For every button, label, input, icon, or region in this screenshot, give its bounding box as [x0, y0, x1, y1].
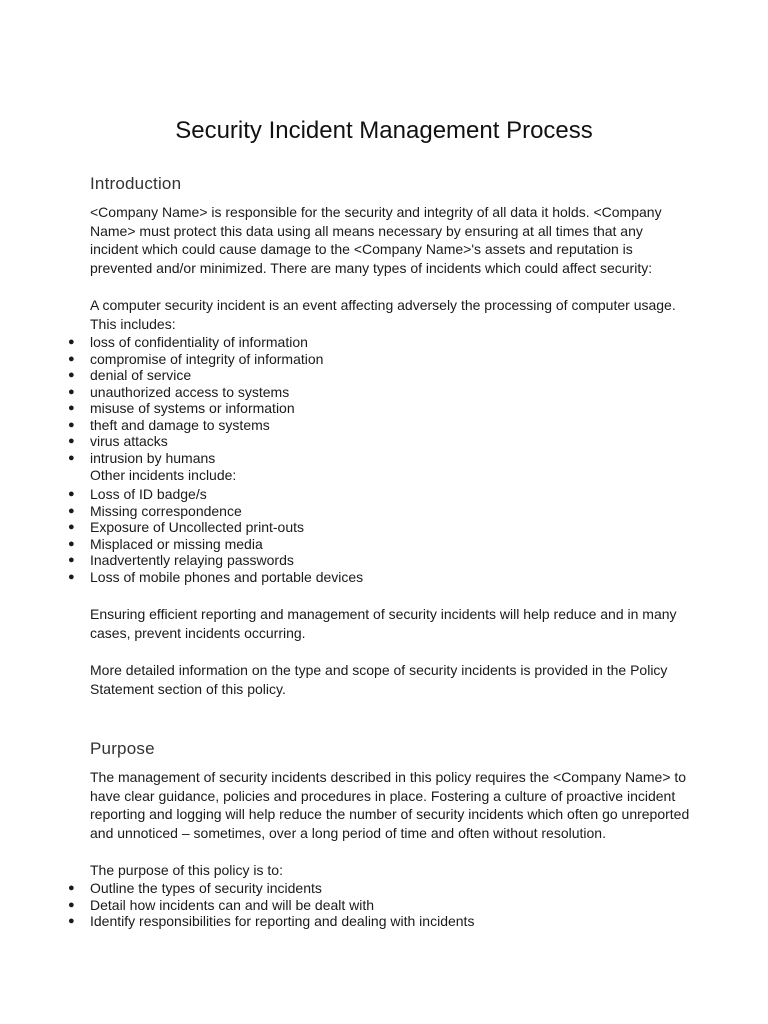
purpose-paragraph-2: The purpose of this policy is to:: [90, 862, 283, 878]
purpose-heading-block: [90, 739, 690, 759]
list-item: ● Loss of ID badge/s: [68, 486, 207, 502]
list-item: ● Outline the types of security incidents: [68, 880, 322, 896]
list-item: ● Inadvertently relaying passwords: [68, 552, 294, 568]
introduction-paragraph-3-block: [90, 605, 690, 642]
document-title: Security Incident Management Process: [175, 117, 593, 144]
other-incidents-list: [64, 486, 684, 585]
list-item: ● Identify responsibilities for reporting and dealing with incidents: [68, 913, 475, 929]
other-incidents-label-block: [90, 466, 690, 485]
purpose-paragraph-2-block: [90, 861, 690, 880]
list-item: ● Missing correspondence: [68, 502, 242, 519]
list-item: ● intrusion by humans: [68, 449, 216, 466]
introduction-paragraph-4-block: [90, 661, 690, 698]
introduction-paragraph-1: <Company Name> is responsible for the security and integrity of all data it holds. <Company Name> must protect this data using all means necessary by ensuring at all times that any incident which could cause damage to the <Company Name>'s assets and reputation is prevented and/or minimized. There are many types of incidents which could affect security:: [90, 204, 662, 276]
list-item: ● loss of confidentiality of information: [68, 334, 308, 350]
purpose-heading: Purpose: [90, 739, 155, 758]
list-item: ● virus attacks: [68, 433, 168, 449]
list-item: ● Detail how incidents can and will be dealt with: [68, 896, 375, 913]
list-item: ● Loss of mobile phones and portable devices: [68, 568, 364, 585]
introduction-paragraph-4: More detailed information on the type and scope of security incidents is provided in the Policy Statement section of this policy.: [90, 662, 668, 697]
list-item: ● denial of service: [68, 367, 192, 383]
introduction-paragraph-2-block: [90, 296, 690, 333]
purpose-paragraph-1: The management of security incidents described in this policy requires the <Company Name> to have clear guidance, policies and procedures in place. Fostering a culture of proactive incident reporting and logging will help reduce the number of security incidents which often go unreported and unnoticed – sometimes, over a long period of time and often without resolution.: [90, 769, 690, 841]
incident-types-list: [64, 334, 684, 466]
list-item: ● Misplaced or missing media: [68, 535, 263, 552]
list-item: ● misuse of systems or information: [68, 400, 295, 416]
list-item: ● theft and damage to systems: [68, 416, 270, 433]
list-item: ● Exposure of Uncollected print-outs: [68, 519, 304, 535]
list-item: ● compromise of integrity of information: [68, 350, 324, 367]
introduction-paragraph-2: A computer security incident is an event affecting adversely the processing of computer usage. This includes:: [90, 297, 676, 332]
introduction-heading-block: [90, 174, 690, 194]
introduction-heading: Introduction: [90, 174, 182, 193]
purpose-paragraph-1-block: [90, 768, 690, 842]
introduction-paragraph-1-block: [90, 203, 690, 277]
other-incidents-label: Other incidents include:: [90, 467, 237, 483]
purpose-list: [64, 880, 684, 930]
list-item: ● unauthorized access to systems: [68, 383, 290, 400]
introduction-paragraph-3: Ensuring efficient reporting and management of security incidents will help reduce and in many cases, prevent incidents occurring.: [90, 606, 677, 641]
